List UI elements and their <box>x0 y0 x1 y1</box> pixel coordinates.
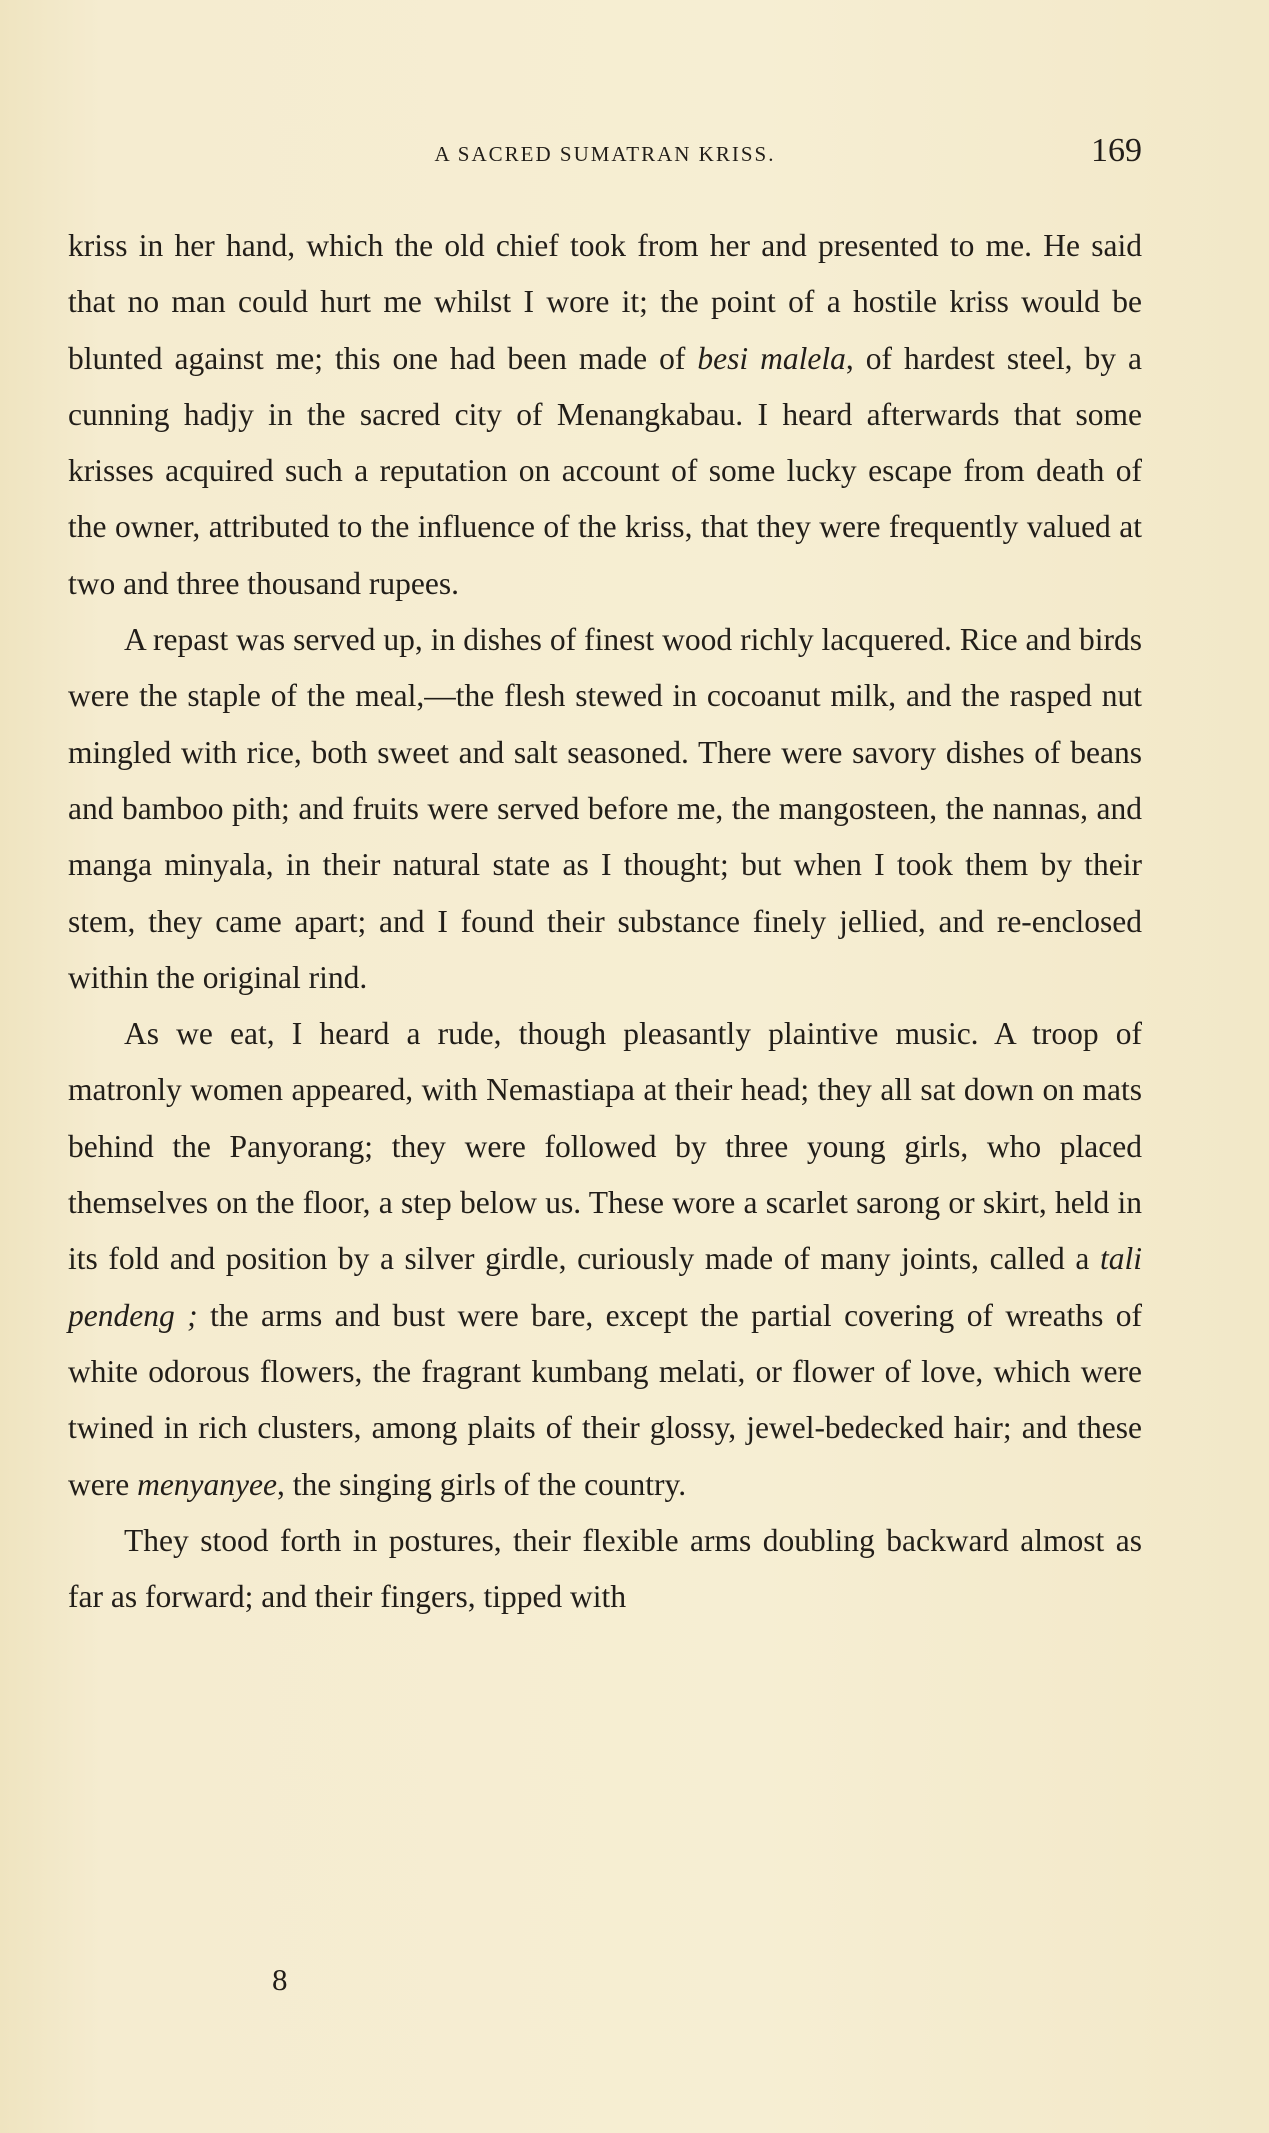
text-run: kriss in her hand, which the old chief took from her and presented to me. He said that no man could hurt me whilst I wore it; the point of a hostile kriss would be blunted against me; this one had been made of <box>68 228 1142 376</box>
paragraph <box>68 218 1142 612</box>
italic-run: besi malela <box>697 340 846 376</box>
text-run: They stood forth in postures, their flexible arms doubling backward almost as far as forward; and their fingers, tipped with <box>68 1522 1142 1615</box>
body-text <box>68 218 1142 1625</box>
italic-run: tali pendeng ; <box>68 1241 1142 1333</box>
paragraph <box>68 1006 1142 1513</box>
text-run: , of hardest steel, by a cunning hadjy in the sacred city of Menangkabau. I heard afterwards that some krisses acquired such a reputation on account of some lucky escape from death of the owner, attributed to the influence of the kriss, that they were frequently valued at two and three thousand rupees. <box>68 340 1142 601</box>
signature-mark: 8 <box>272 1962 288 1997</box>
page-number: 169 <box>1091 132 1142 169</box>
page-header <box>68 132 1142 182</box>
text-run: As we eat, I heard a rude, though pleasantly plaintive music. A troop of matronly women appeared, with Nemastiapa at their head; they all sat down on mats behind the Panyorang; they were followed by three young girls, who placed themselves on the floor, a step below us. These wore a scarlet sarong or skirt, held in its fold and position by a silver girdle, curiously made of many joints, called a <box>68 1016 1142 1277</box>
text-run: the arms and bust were bare, except the partial covering of wreaths of white odorous flowers, the fragrant kumbang melati, or flower of love, which were twined in rich clusters, among plaits of their glossy, jewel-bedecked hair; and these were <box>68 1297 1143 1502</box>
paragraph <box>68 1513 1142 1626</box>
text-run: , the singing girls of the country. <box>276 1466 687 1502</box>
italic-run: menyanyee <box>137 1466 277 1502</box>
paragraph <box>68 612 1142 1006</box>
running-head: A SACRED SUMATRAN KRISS. <box>434 142 776 166</box>
text-run: A repast was served up, in dishes of finest wood richly lacquered. Rice and birds were the staple of the meal,—the flesh stewed in cocoanut milk, and the rasped nut mingled with rice, both sweet and salt seasoned. There were savory dishes of beans and bamboo pith; and fruits were served before me, the mangosteen, the nannas, and manga minyala, in their natural state as I thought; but when I took them by their stem, they came apart; and I found their substance finely jellied, and re-enclosed within the original rind. <box>68 622 1142 995</box>
